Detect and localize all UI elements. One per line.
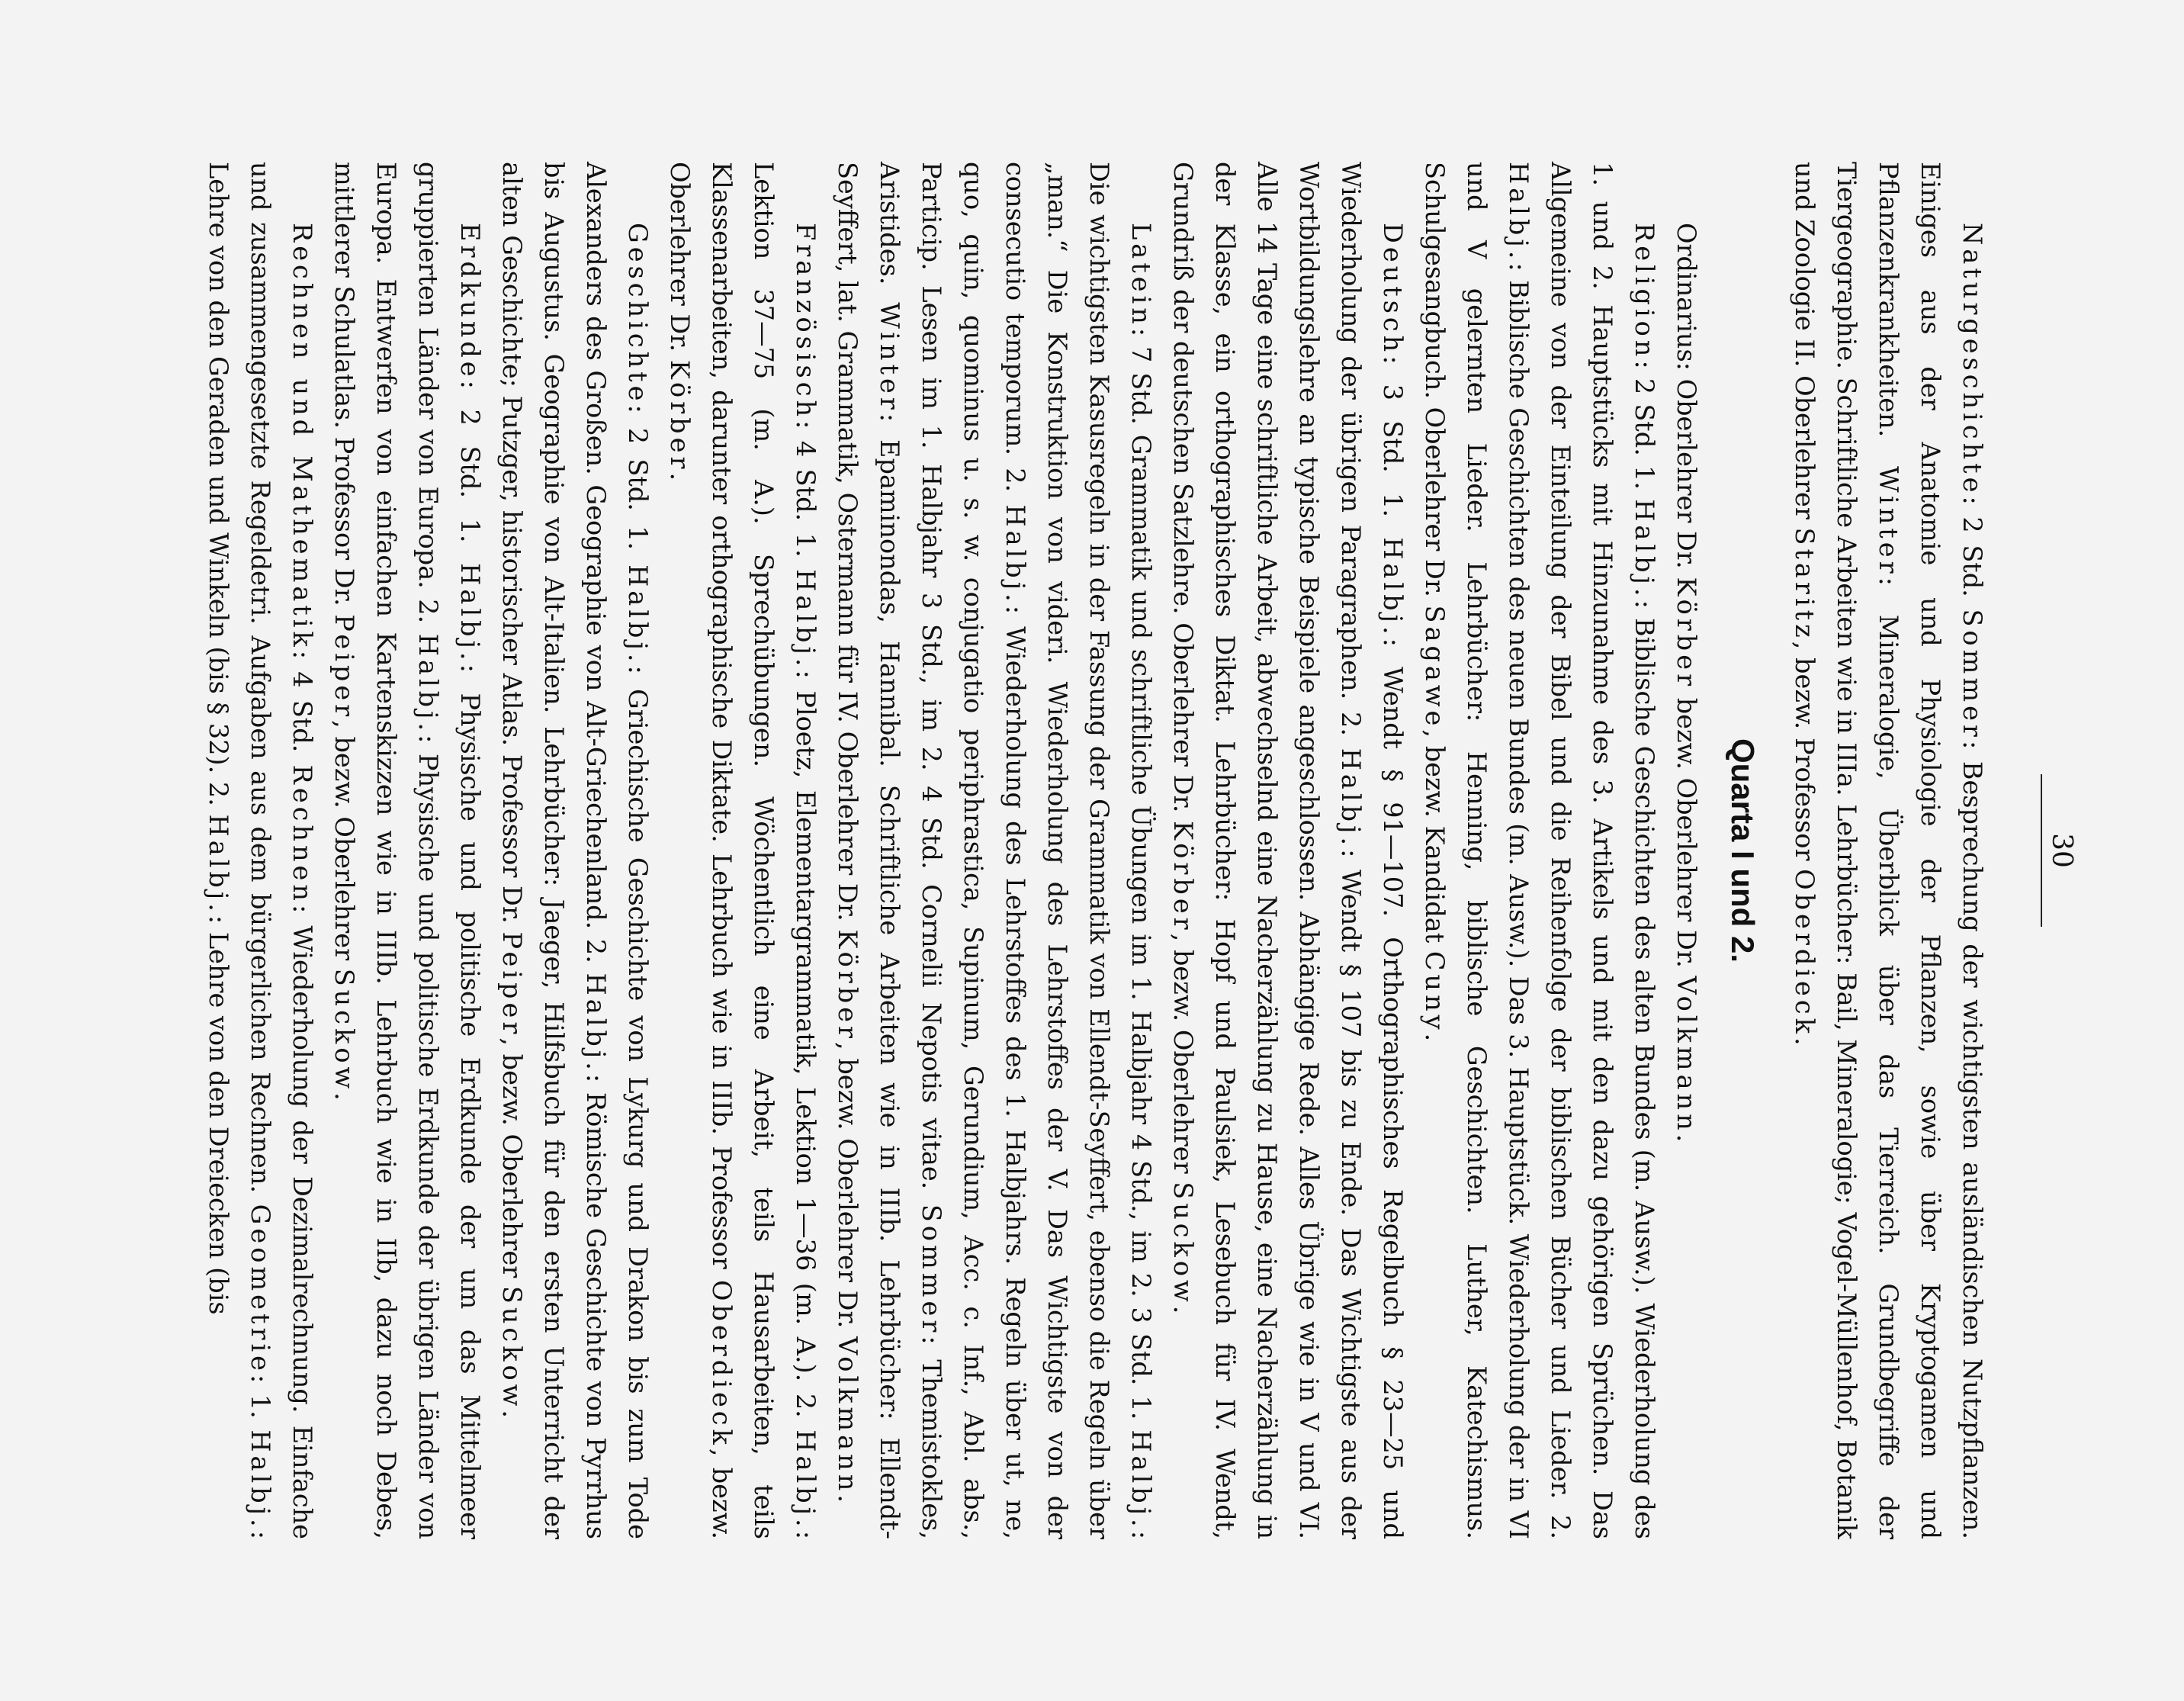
page-number: 30 xyxy=(2046,833,2077,868)
paragraph-religion: Religion: 2 Std. 1. Halbj.: Biblische Geschichten des alten Bundes (m. Ausw.). Wiederholung des 1. und 2. Hauptstücks mit Hinzunahme des 3. Artikels und mit den dazu gehörigen Sprüchen. Das Allgemeine von der Einteilung der Bibel und die Reihenfolge der biblischen Bücher und Lieder. 2. Halbj.: Biblische Geschichten des neuen Bundes (m. Ausw.). Das 3. Hauptstück. Wiederholung der in VI und V gelernten Lieder. Lehrbücher: Henning, biblische Geschichten. Luther, Katechismus. Schulgesangbuch. Oberlehrer Dr. Sagawe, bezw. Kandidat Cuny. xyxy=(1420,162,1659,1539)
paragraph-geschichte: Geschichte: 2 Std. 1. Halbj.: Griechische Geschichte von Lykurg und Drakon bis zum Tode Alexanders des Großen. Geographie von Alt-Griechenland. 2. Halbj.: Römische Geschichte von Pyrrhus bis Augustus. Geographie von Alt-Italien. Lehrbücher: Jaeger, Hilfsbuch für den ersten Unterricht der alten Geschichte; Putzger, historischer Atlas. Professor Dr. Peiper, bezw. Oberlehrer Suckow. xyxy=(497,162,653,1539)
paragraph-franzoesisch: Französisch: 4 Std. 1. Halbj.: Ploetz, Elementargrammatik, Lektion 1—36 (m. A.). 2. Halbj.: Lektion 37—75 (m. A.). Sprechübungen. Wöchentlich eine Arbeit, teils Hausarbeiten, teils Klassenarbeiten, darunter orthographische Diktate. Lehrbuch wie in IIIb. Professor Oberdieck, bezw. Oberlehrer Dr. Körber. xyxy=(665,162,821,1539)
paragraph-latein: Latein: 7 Std. Grammatik und schriftliche Übungen im 1. Halbjahr 4 Std., im 2. 3 Std. 1. Halbj.: Die wichtigsten Kasusregeln in der Fassung der Grammatik von Ellendt-Seyffert, ebenso die Regeln über „man.“ Die Konstruktion von videri. Wiederholung des Lehrstoffes der V. Das Wichtigste von der consecutio temporum. 2. Halbj.: Wiederholung des Lehrstoffes des 1. Halbjahrs. Regeln über ut, ne, quo, quin, quominus u. s. w. conjugatio periphrastica, Supinum, Gerundium, Acc. c. Inf., Abl. abs., Particip. Lesen im 1. Halbjahr 3 Std., im 2. 4 Std. Cornelii Nepotis vitae. Sommer: Themistokles, Aristides. Winter: Epaminondas, Hannibal. Schriftliche Arbeiten wie in IIIb. Lehrbücher: Ellendt-Seyffert, lat. Grammatik, Ostermann für IV. Oberlehrer Dr. Körber, bezw. Oberlehrer Dr. Volkmann. xyxy=(833,162,1156,1539)
paragraph-mathematik: Rechnen und Mathematik: 4 Std. Rechnen: Wiederholung der Dezimalrechnung. Einfache und zusammengesetzte Regeldetri. Aufgaben aus dem bürgerlichen Rechnen. Geometrie: 1. Halbj.: Lehre von den Geraden und Winkeln (bis § 32). 2. Halbj.: Lehre von den Dreiecken (bis xyxy=(204,162,317,1539)
paragraph-naturgeschichte: Naturgeschichte: 2 Std. Sommer: Besprechung der wichtigsten ausländischen Nutzpflanzen. Einiges aus der Anatomie und Physiologie der Pflanzen, sowie über Kryptogamen und Pflanzenkrankheiten. Winter: Mineralogie, Überblick über das Tierreich. Grundbegriffe der Tiergeographie. Schriftliche Arbeiten wie in IIIa. Lehrbücher: Bail, Mineralogie; Vogel-Müllenhof, Botanik und Zoologie II. Oberlehrer Staritz, bezw. Professor Oberdieck. xyxy=(1790,162,1987,1540)
paragraph-deutsch: Deutsch: 3 Std. 1. Halbj.: Wendt § 91—107. Orthographisches Regelbuch § 23—25 und Wiederholung der übrigen Paragraphen. 2. Halbj.: Wendt § 107 bis zu Ende. Das Wichtigste aus der Wortbildungslehre an typische Beispiele angeschlossen. Abhängige Rede. Alles Übrige wie in V und VI. Alle 14 Tage eine schriftliche Arbeit, abwechselnd eine Nacherzählung zu Hause, eine Nacherzählung in der Klasse, ein orthographisches Diktat. Lehrbücher: Hopf und Paulsiek, Lesebuch für IV. Wendt, Grundriß der deutschen Satzlehre. Oberlehrer Dr. Körber, bezw. Oberlehrer Suckow. xyxy=(1168,162,1408,1539)
page-number-rule xyxy=(2041,774,2042,927)
paragraph-erdkunde: Erdkunde: 2 Std. 1. Halbj.: Physische und politische Erdkunde der um das Mittelmeer gruppierten Länder von Europa. 2. Halbj.: Physische und politische Erdkunde der übrigen Länder von Europa. Entwerfen von einfachen Kartenskizzen wie in IIIb. Lehrbuch wie in IIb, dazu noch Debes, mittlerer Schulatlas. Professor Dr. Peiper, bezw. Oberlehrer Suckow. xyxy=(329,162,485,1540)
paragraph-ordinarius: Ordinarius: Oberlehrer Dr. Körber bezw. Oberlehrer Dr. Volkmann. xyxy=(1672,223,1701,1143)
document-body xyxy=(198,162,1993,1539)
section-title: Quarta I und 2. xyxy=(1725,738,1761,963)
